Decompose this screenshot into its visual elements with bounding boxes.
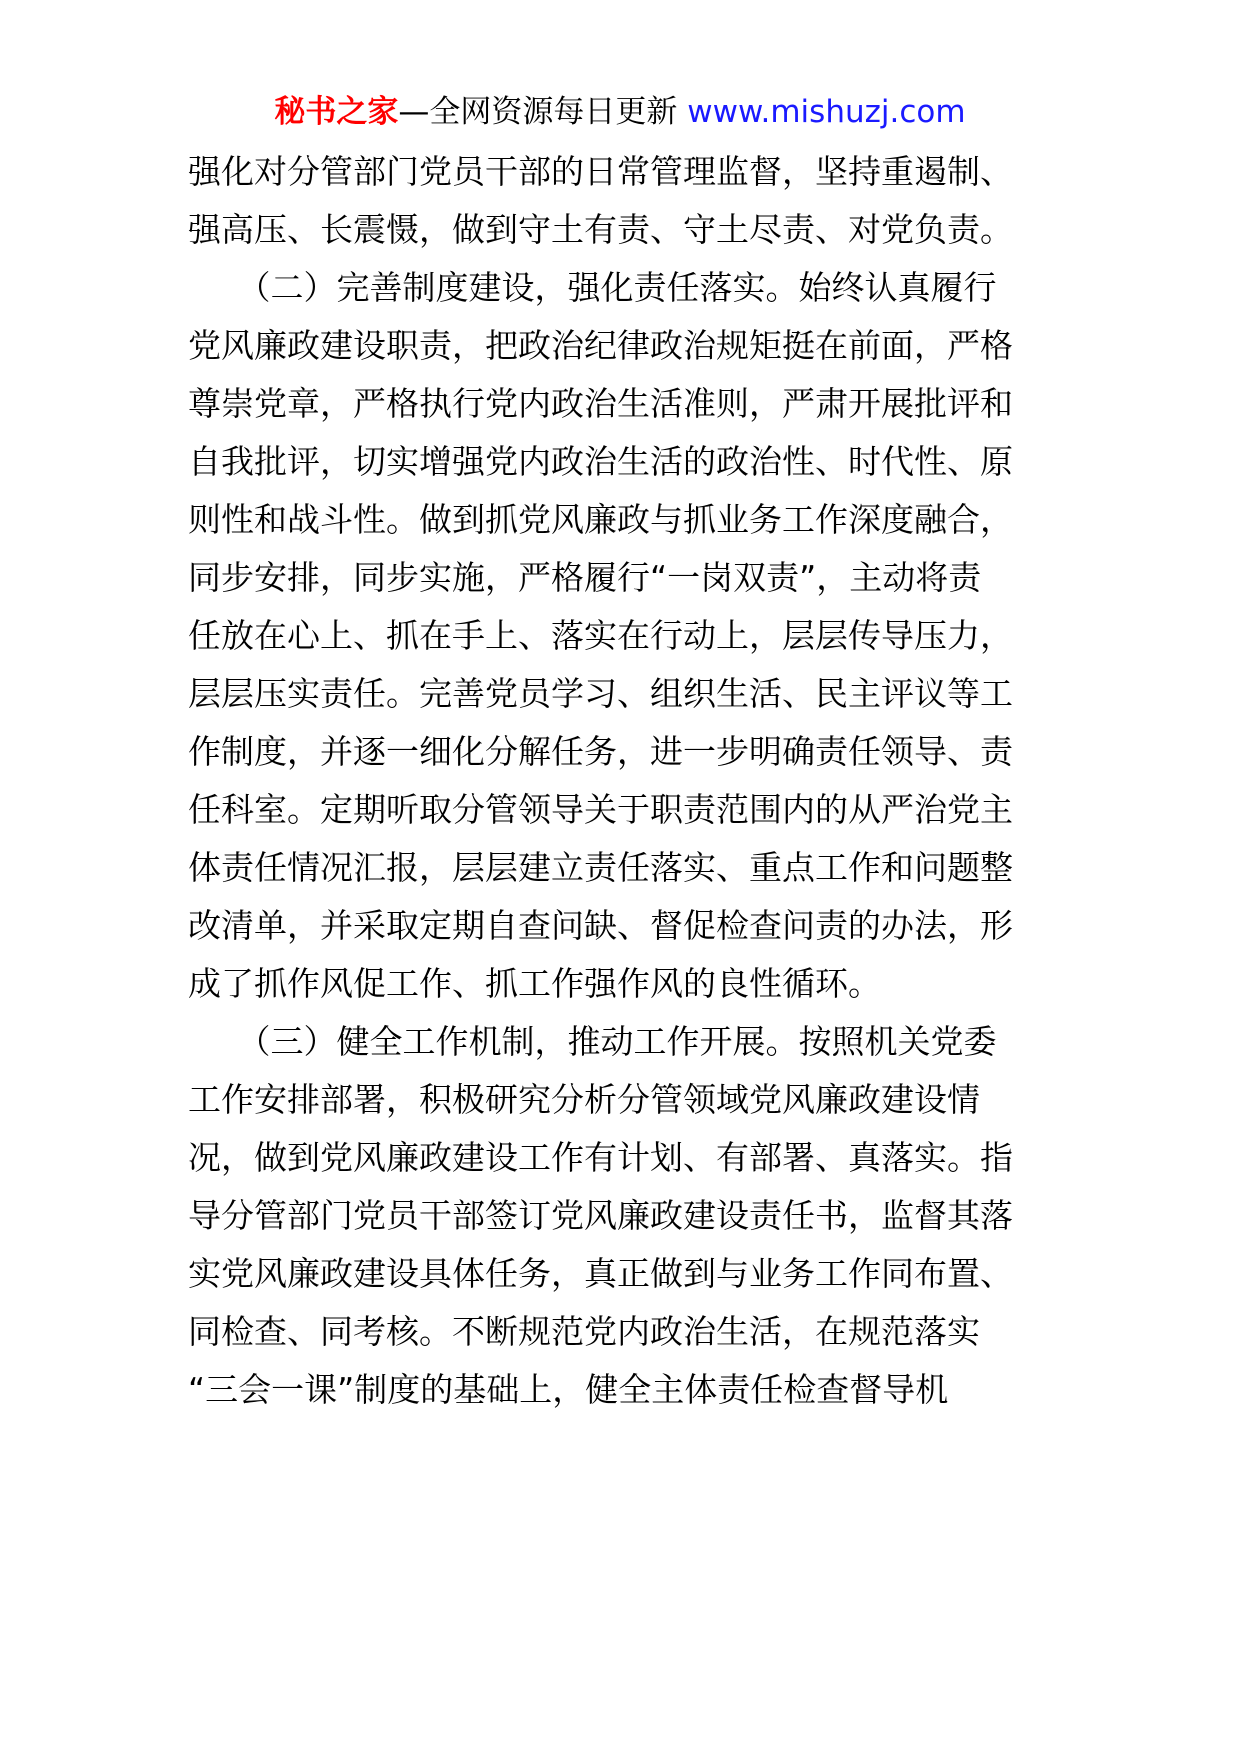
body-text-line: 成了抓作风促工作、抓工作强作风的良性循环。: [188, 964, 881, 1003]
body-text-line: （二）完善制度建设，强化责任落实。始终认真履行: [188, 268, 997, 307]
body-text-line: 则性和战斗性。做到抓党风廉政与抓业务工作深度融合，: [188, 500, 1013, 539]
body-text-line: 改清单，并采取定期自查问缺、督促检查问责的办法，形: [188, 906, 1013, 945]
body-text-line: 层层压实责任。完善党员学习、组织生活、民主评议等工: [188, 674, 1013, 713]
body-text-line: （三）健全工作机制，推动工作开展。按照机关党委: [188, 1022, 997, 1061]
body-text-line: 同检查、同考核。不断规范党内政治生活，在规范落实: [188, 1312, 980, 1351]
body-text-line: 况，做到党风廉政建设工作有计划、有部署、真落实。指: [188, 1138, 1013, 1177]
body-text-line: 尊崇党章，严格执行党内政治生活准则，严肃开展批评和: [188, 384, 1013, 423]
site-url-link[interactable]: www.mishuzj.com: [687, 94, 966, 130]
site-brand: 秘书之家: [274, 94, 399, 130]
body-text-line: 实党风廉政建设具体任务，真正做到与业务工作同布置、: [188, 1254, 1013, 1293]
body-text-line: “三会一课”制度的基础上，健全主体责任检查督导机: [188, 1370, 949, 1409]
body-text-line: 工作安排部署，积极研究分析分管领域党风廉政建设情: [188, 1080, 980, 1119]
body-text-line: 自我批评，切实增强党内政治生活的政治性、时代性、原: [188, 442, 1013, 481]
body-text-line: 任科室。定期听取分管领导关于职责范围内的从严治党主: [188, 790, 1013, 829]
body-text-line: 党风廉政建设职责，把政治纪律政治规矩挺在前面，严格: [188, 326, 1013, 365]
body-text-line: 导分管部门党员干部签订党风廉政建设责任书，监督其落: [188, 1196, 1013, 1235]
body-text-line: 同步安排，同步实施，严格履行“一岗双责”，主动将责: [188, 558, 982, 597]
site-tagline: —全网资源每日更新: [398, 94, 678, 130]
site-header: [0, 92, 1240, 132]
body-text-line: 强高压、长震慑，做到守土有责、守土尽责、对党负责。: [188, 210, 1013, 249]
body-text-line: 强化对分管部门党员干部的日常管理监督，坚持重遏制、: [188, 152, 1013, 191]
body-text-line: 作制度，并逐一细化分解任务，进一步明确责任领导、责: [188, 732, 1013, 771]
body-text-line: 任放在心上、抓在手上、落实在行动上，层层传导压力，: [188, 616, 1013, 655]
body-text-line: 体责任情况汇报，层层建立责任落实、重点工作和问题整: [188, 848, 1013, 887]
